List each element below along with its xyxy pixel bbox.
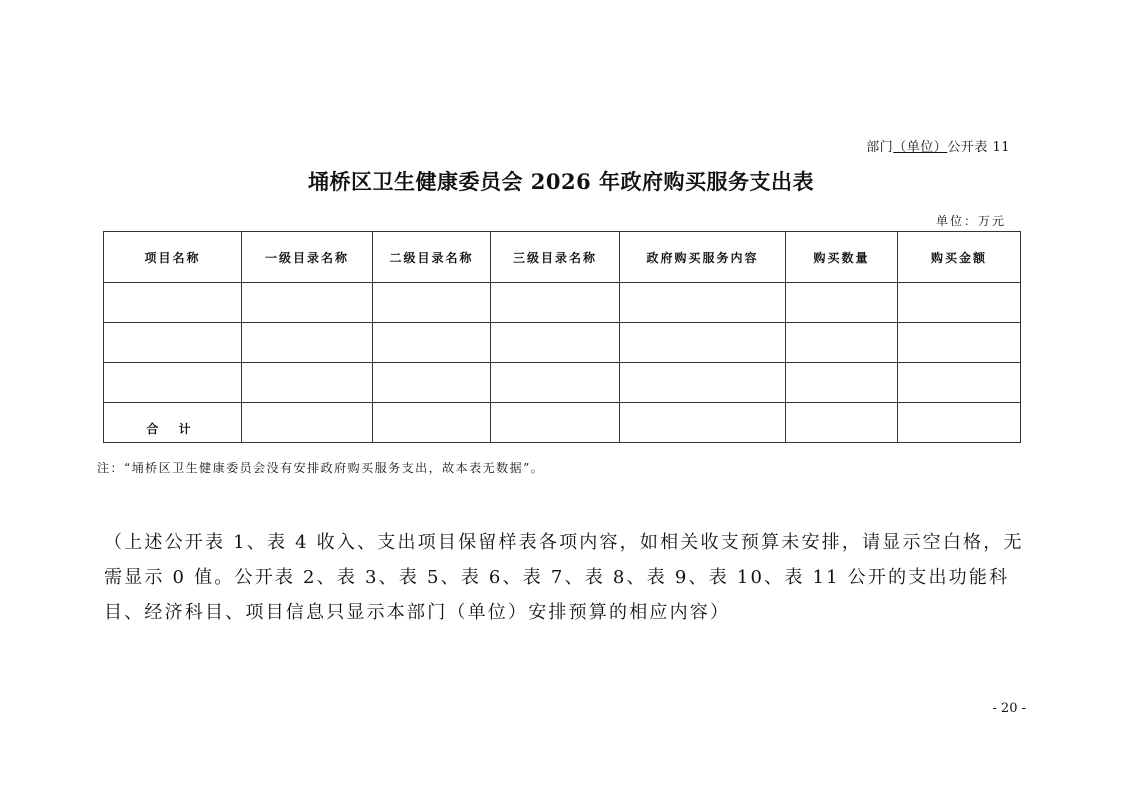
table-cell	[620, 403, 786, 443]
page-number: - 20 -	[992, 701, 1026, 716]
table-cell	[786, 363, 898, 403]
table-cell	[786, 323, 898, 363]
form-code-prefix: 部门	[866, 140, 894, 155]
table-cell	[786, 283, 898, 323]
table-row	[104, 363, 1021, 403]
column-header: 三级目录名称	[491, 232, 620, 283]
table-cell	[491, 323, 620, 363]
unit-label: 单位：万元	[935, 214, 1006, 228]
table-cell	[242, 363, 373, 403]
form-code-unit: （单位）	[893, 140, 948, 155]
expenditure-table	[103, 231, 1021, 443]
table-header-row	[104, 232, 1021, 283]
column-header: 购买金额	[898, 232, 1021, 283]
table-cell	[242, 403, 373, 443]
table-cell	[491, 403, 620, 443]
table-cell	[898, 283, 1021, 323]
table-cell	[104, 363, 242, 403]
table-cell	[373, 403, 491, 443]
column-header: 二级目录名称	[373, 232, 491, 283]
table-cell	[898, 323, 1021, 363]
table-cell	[898, 363, 1021, 403]
table-cell	[620, 323, 786, 363]
column-header: 购买数量	[786, 232, 898, 283]
instruction-paragraph: （上述公开表 1、表 4 收入、支出项目保留样表各项内容，如相关收支预算未安排，请显示空白格，无需显示 0 值。公开表 2、表 3、表 5、表 6、表 7、表 8、表 9、表 10、表 11 公开的支出功能科目、经济科目、项目信息只显示本部门（单位）安排预算的相应内容）	[104, 532, 1024, 623]
table-note: 注：“埇桥区卫生健康委员会没有安排政府购买服务支出，故本表无数据”。	[97, 461, 545, 475]
column-header: 一级目录名称	[242, 232, 373, 283]
total-row	[104, 403, 1021, 443]
table-cell	[104, 323, 242, 363]
table-cell	[620, 283, 786, 323]
table-cell	[373, 283, 491, 323]
table-row	[104, 283, 1021, 323]
table-cell	[786, 403, 898, 443]
form-code	[866, 136, 1010, 155]
page-title: 埇桥区卫生健康委员会 2026 年政府购买服务支出表	[307, 169, 815, 194]
table-row	[104, 323, 1021, 363]
table-cell	[898, 403, 1021, 443]
table-cell	[242, 323, 373, 363]
column-header: 政府购买服务内容	[620, 232, 786, 283]
table-cell	[373, 363, 491, 403]
table-cell	[491, 283, 620, 323]
table-cell	[491, 363, 620, 403]
total-label: 合 计	[104, 403, 242, 443]
table-cell	[373, 323, 491, 363]
form-code-suffix: 公开表 11	[947, 140, 1010, 155]
table-cell	[242, 283, 373, 323]
table-cell	[104, 283, 242, 323]
column-header: 项目名称	[104, 232, 242, 283]
table-cell	[620, 363, 786, 403]
